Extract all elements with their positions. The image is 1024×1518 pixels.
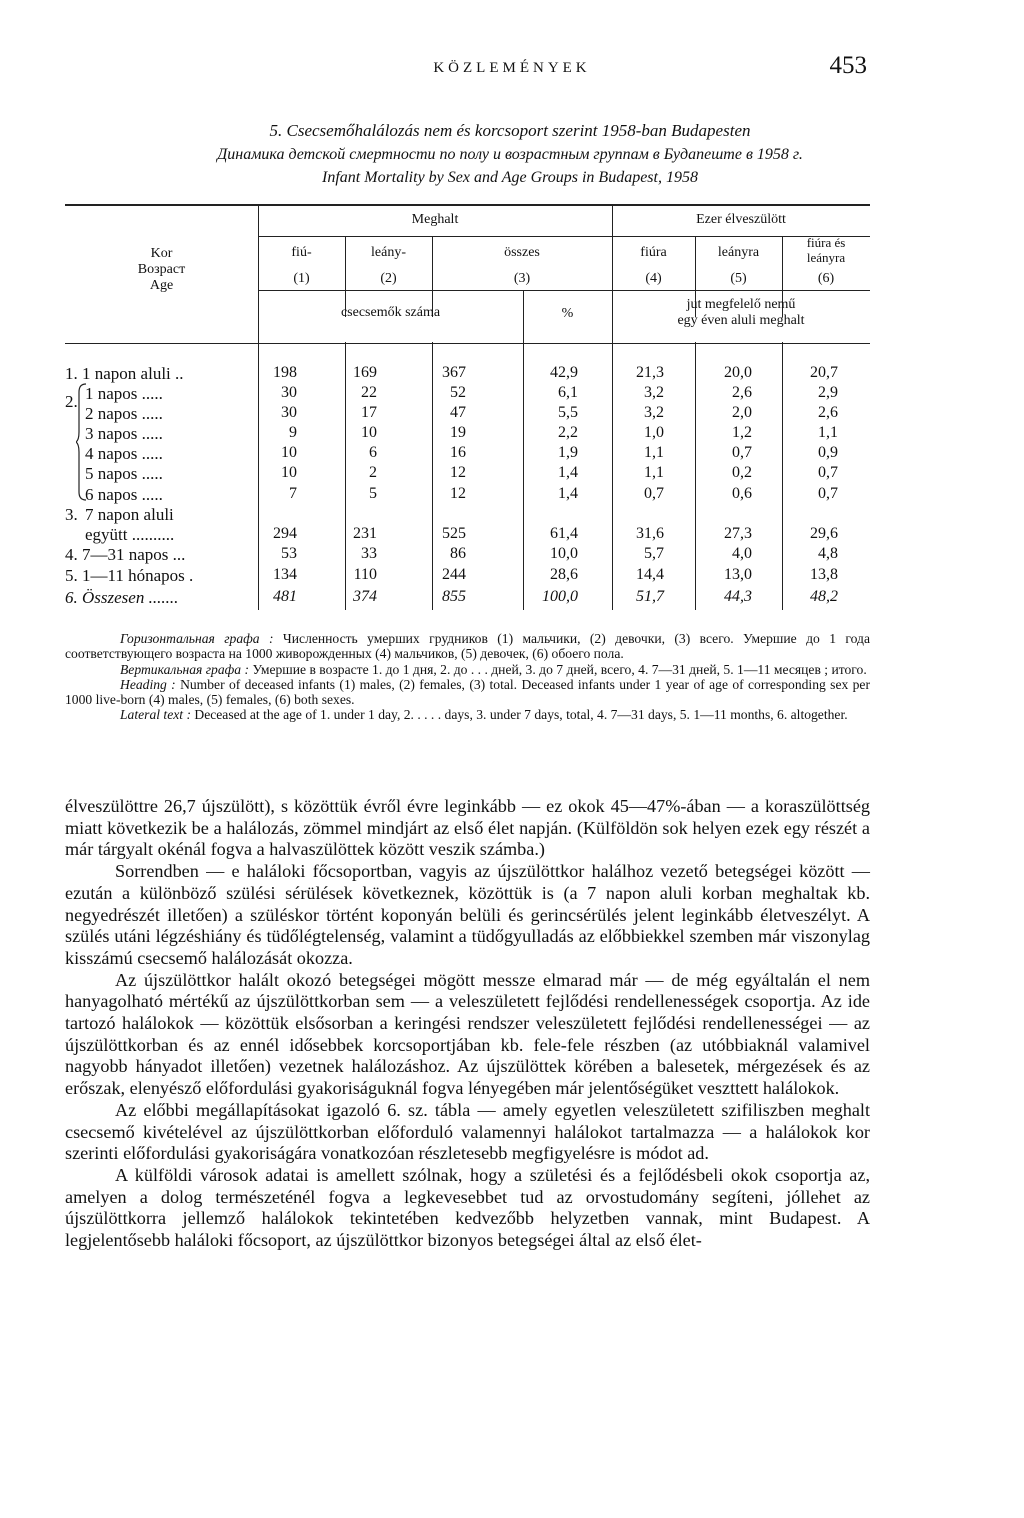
table-cell: 12 bbox=[450, 464, 466, 481]
paragraph: Sorrendben — e haláloki főcsoportban, vagyis az újszülöttkor halálhoz vezető betegségei között — ezután a különböző szülési sérülések következnek, közöttük is (a 7 napon aluli korban meghaltak kb. negyedrészét illetően) a szüléskor történt koponyán belüli és gerincsérülés jelent leginkább életveszélyt. A szülés utáni légzéshiány és tüdőlégtelenség, valamint a tüdőgyulladás az előbbiekkel szemben már viszonylag kisszámú csecsemő halálozását okozza. bbox=[65, 861, 870, 968]
table-cell: 0,2 bbox=[732, 464, 752, 481]
col-header-female: leány- bbox=[371, 245, 406, 260]
table-cell: 1,9 bbox=[558, 444, 578, 461]
subheader-percent: % bbox=[561, 306, 574, 321]
body-text bbox=[65, 796, 870, 1252]
subheader-rate-2: egy éven aluli meghalt bbox=[677, 313, 805, 328]
table-cell: 20,0 bbox=[724, 364, 752, 381]
col-header-per-both-2: leányra bbox=[806, 250, 846, 265]
table-cell: 1,4 bbox=[558, 464, 578, 481]
table-cell: 0,7 bbox=[818, 464, 838, 481]
footnote-label: Heading : bbox=[120, 676, 176, 692]
table-cell: 16 bbox=[450, 444, 466, 461]
paragraph: Az újszülöttkor halált okozó betegségei mögött messze elmarad már — de még egyáltalán el nem hanyagolható mértékű az újszülöttkorban sem — a veleszületett fejlődési rendellenességek csoportja. Az ide tartozó halálokok — közöttük elsősorban a keringési rendszer veleszületett fejlődési rendellenességei — az újszülöttkorban és az ennél idősebbek korcsoportjában kb. fele-fele részben (az utóbbiaknál valamivel nagyobb hányadot illetően) vezetnek halálozáshoz. Az újszülöttek körében a balesetek, mérgezések és az erőszak, elenyésző előfordulási gyakoriságuknál fogva lényegében már jelentőségüket veszttett halálokok. bbox=[65, 969, 870, 1099]
table-cell: 855 bbox=[442, 588, 466, 605]
table-cell: 10 bbox=[281, 464, 297, 481]
table-cell: 198 bbox=[273, 364, 297, 381]
group-label-3: 3. bbox=[65, 505, 78, 524]
age-header-hu: Kor bbox=[150, 246, 173, 261]
table-cell: 47 bbox=[450, 404, 466, 421]
table-cell: 31,6 bbox=[636, 525, 664, 542]
col-header-per-male: fiúra bbox=[640, 245, 667, 260]
col-header-per-both-1: fiúra és bbox=[806, 235, 846, 250]
table-subrule bbox=[258, 290, 870, 291]
table-cell: 28,6 bbox=[550, 566, 578, 583]
table-cell: 100,0 bbox=[542, 588, 578, 605]
table-cell: 14,4 bbox=[636, 566, 664, 583]
table-cell: 5,7 bbox=[644, 545, 664, 562]
footnote-label: Lateral text : bbox=[120, 707, 191, 723]
table-cell: 21,3 bbox=[636, 364, 664, 381]
group-label-2: 2. bbox=[65, 392, 78, 411]
row-label: 4 napos ..... bbox=[85, 444, 163, 463]
table-cell: 10 bbox=[361, 424, 377, 441]
table-cell: 19 bbox=[450, 424, 466, 441]
table-cell: 51,7 bbox=[636, 588, 664, 605]
paragraph: A külföldi városok adatai is amellett szólnak, hogy a születési és a fejlődésbeli okok csoportja az, amelyen a dolog természeténél fogva a legkevesebbet tud az orvostudomány segíteni, jóllehet az újszülöttkorra jellemző halálokok tekintetében kedvezőbb helyzetben vannak, mint Budapest. A legjelentősebb haláloki főcsoport, az újszülöttkor bizonyos betegségei által az első élet- bbox=[65, 1164, 870, 1251]
table-cell: 5 bbox=[369, 485, 377, 502]
table-cell: 5,5 bbox=[558, 404, 578, 421]
table-cell: 9 bbox=[289, 424, 297, 441]
table-cell: 134 bbox=[273, 566, 297, 583]
per-thousand-group-header: Ezer élveszülött bbox=[696, 212, 786, 227]
table-cell: 27,3 bbox=[724, 525, 752, 542]
table-cell: 12 bbox=[450, 485, 466, 502]
table-cell: 2,6 bbox=[732, 384, 752, 401]
row-label: 5. 1—11 hónapos . bbox=[65, 566, 194, 585]
table-cell: 7 bbox=[289, 485, 297, 502]
table-header-bottom-rule bbox=[65, 343, 870, 344]
table-cell: 2,0 bbox=[732, 404, 752, 421]
table-cell: 10 bbox=[281, 444, 297, 461]
row-label-under-7-days: 7 napon aluli bbox=[85, 505, 174, 524]
col-number-5: (5) bbox=[730, 271, 747, 286]
table-cell: 48,2 bbox=[810, 588, 838, 605]
footnote-text: Умершие в возрасте 1. до 1 дня, 2. до . . . дней, 3. до 7 дней, всего, 4. 7—31 дней, 5. 1—11 месяцев ; итого. bbox=[252, 661, 867, 677]
table-cell: 4,8 bbox=[818, 545, 838, 562]
table-cell: 169 bbox=[353, 364, 377, 381]
table-cell: 30 bbox=[281, 404, 297, 421]
table-cell: 42,9 bbox=[550, 364, 578, 381]
table-cell: 6 bbox=[369, 444, 377, 461]
col-header-total: összes bbox=[504, 245, 540, 260]
table-cell: 13,0 bbox=[724, 566, 752, 583]
table-cell: 525 bbox=[442, 525, 466, 542]
table-cell: 231 bbox=[353, 525, 377, 542]
table-cell: 0,7 bbox=[732, 444, 752, 461]
table-cell: 29,6 bbox=[810, 525, 838, 542]
table-cell: 481 bbox=[273, 588, 297, 605]
col-number-4: (4) bbox=[645, 271, 662, 286]
table-cell: 0,7 bbox=[818, 485, 838, 502]
subheader-infant-count: csecsemők száma bbox=[340, 305, 441, 320]
table-cell: 110 bbox=[353, 566, 377, 583]
col-number-1: (1) bbox=[293, 271, 310, 286]
table-cell: 0,9 bbox=[818, 444, 838, 461]
table-caption-hungarian: 5. Csecsemőhalálozás nem és korcsoport szerint 1958-ban Budapesten bbox=[269, 121, 751, 140]
footnote-text: Deceased at the age of 1. under 1 day, 2. . . . . days, 3. under 7 days, total, 4. 7—31 days, 5. 1—11 months, 6. altogether. bbox=[194, 707, 848, 723]
table-cell: 2,2 bbox=[558, 424, 578, 441]
table-cell: 2,9 bbox=[818, 384, 838, 401]
footnote-ru-heading bbox=[65, 631, 870, 662]
table-cell: 13,8 bbox=[810, 566, 838, 583]
table-cell: 2,6 bbox=[818, 404, 838, 421]
table-cell: 0,7 bbox=[644, 485, 664, 502]
col-number-2: (2) bbox=[380, 271, 397, 286]
table-cell: 0,6 bbox=[732, 485, 752, 502]
paragraph: Az előbbi megállapításokat igazoló 6. sz. tábla — amely egyetlen veleszületett szifiliszben meghalt csecsemő kivételével az újszülöttkorban előforduló valamennyi halálokot tartalmazza — a halálokok kor szerinti előfordulási gyakoriságára vonatkozóan részletesebb megfigyelésre is módot ad. bbox=[65, 1099, 870, 1164]
footnote-en-lateral bbox=[65, 707, 870, 722]
row-label: 4. 7—31 napos ... bbox=[65, 545, 186, 564]
table-cell: 374 bbox=[353, 588, 377, 605]
footnote-text: Численность умерших грудников (1) мальчики, (2) девочки, (3) всего. Умершие до 1 года соответствующего возраста на 1000 живорожденных (4) мальчиков, (5) девочек, (6) обоего пола. bbox=[65, 631, 870, 662]
journal-title: KÖZLEMÉNYEK bbox=[433, 60, 591, 76]
age-header-en: Age bbox=[149, 278, 174, 293]
table-cell: 86 bbox=[450, 545, 466, 562]
row-label: 1. 1 napon aluli .. bbox=[65, 364, 184, 383]
footnote-label: Вертикальная графа : bbox=[120, 661, 250, 677]
table-cell: 20,7 bbox=[810, 364, 838, 381]
table-cell: 294 bbox=[273, 525, 297, 542]
table-cell: 1,4 bbox=[558, 485, 578, 502]
footnotes bbox=[65, 631, 870, 723]
table-top-rule-2 bbox=[65, 205, 870, 206]
table-cell: 244 bbox=[442, 566, 466, 583]
row-label: 1 napos ..... bbox=[85, 384, 163, 403]
row-label: 6. Összesen ....... bbox=[65, 588, 179, 607]
page-number: 453 bbox=[829, 52, 867, 79]
table-cell: 53 bbox=[281, 545, 297, 562]
subheader-rate-1: jut megfelelő nemű bbox=[686, 297, 796, 312]
table-cell: 10,0 bbox=[550, 545, 578, 562]
table-cell: 61,4 bbox=[550, 525, 578, 542]
deceased-group-header: Meghalt bbox=[411, 212, 459, 227]
table-caption-english: Infant Mortality by Sex and Age Groups in Budapest, 1958 bbox=[322, 169, 698, 186]
table-cell: 1,1 bbox=[644, 464, 664, 481]
table-cell: 4,0 bbox=[732, 545, 752, 562]
table-caption-russian: Динамика детской смертности по полу и возрастным группам в Будапеште в 1958 г. bbox=[217, 146, 803, 163]
table-cell: 52 bbox=[450, 384, 466, 401]
row-label: 2 napos ..... bbox=[85, 404, 163, 423]
table-cell: 1,2 bbox=[732, 424, 752, 441]
table-cell: 1,1 bbox=[644, 444, 664, 461]
table-cell: 6,1 bbox=[558, 384, 578, 401]
paragraph: élveszülöttre 26,7 újszülött), s közöttük évről évre leginkább — ez okok 45—47%-ában — a koraszülöttség miatt következik be a halálozás, zömmel mindjárt az első élet napján. (Külföldön sok helyen ezek egy részét a már tárgyalt okénál fogva a halvaszülöttek között veszik számba.) bbox=[65, 796, 870, 860]
table-cell: 3,2 bbox=[644, 404, 664, 421]
table-cell: 1,1 bbox=[818, 424, 838, 441]
table-cell: 22 bbox=[361, 384, 377, 401]
table-cell: 2 bbox=[369, 464, 377, 481]
table-cell: 3,2 bbox=[644, 384, 664, 401]
row-label: 3 napos ..... bbox=[85, 424, 163, 443]
row-label: együtt .......... bbox=[85, 525, 175, 544]
footnote-label: Горизонтальная графа : bbox=[120, 631, 274, 646]
row-label: 6 napos ..... bbox=[85, 485, 163, 504]
table-cell: 17 bbox=[361, 404, 377, 421]
col-number-3: (3) bbox=[513, 271, 531, 286]
table-cell: 1,0 bbox=[644, 424, 664, 441]
table-cell: 44,3 bbox=[724, 588, 752, 605]
col-header-male: fiú- bbox=[291, 245, 312, 260]
footnote-ru-lateral bbox=[65, 662, 870, 677]
table-cell: 30 bbox=[281, 384, 297, 401]
col-header-per-female: leányra bbox=[717, 245, 760, 260]
col-number-6: (6) bbox=[817, 271, 835, 286]
footnote-en-heading bbox=[65, 677, 870, 708]
table-subrule bbox=[258, 236, 612, 237]
row-label: 5 napos ..... bbox=[85, 464, 163, 483]
table-cell: 33 bbox=[361, 545, 377, 562]
footnote-text: Number of deceased infants (1) males, (2) females, (3) total. Deceased infants under 1 year of age of corresponding sex per 1000 live-born (4) males, (5) females, (6) both sexes. bbox=[65, 676, 870, 708]
table-cell: 367 bbox=[442, 364, 466, 381]
age-header-ru: Возраст bbox=[137, 262, 186, 277]
